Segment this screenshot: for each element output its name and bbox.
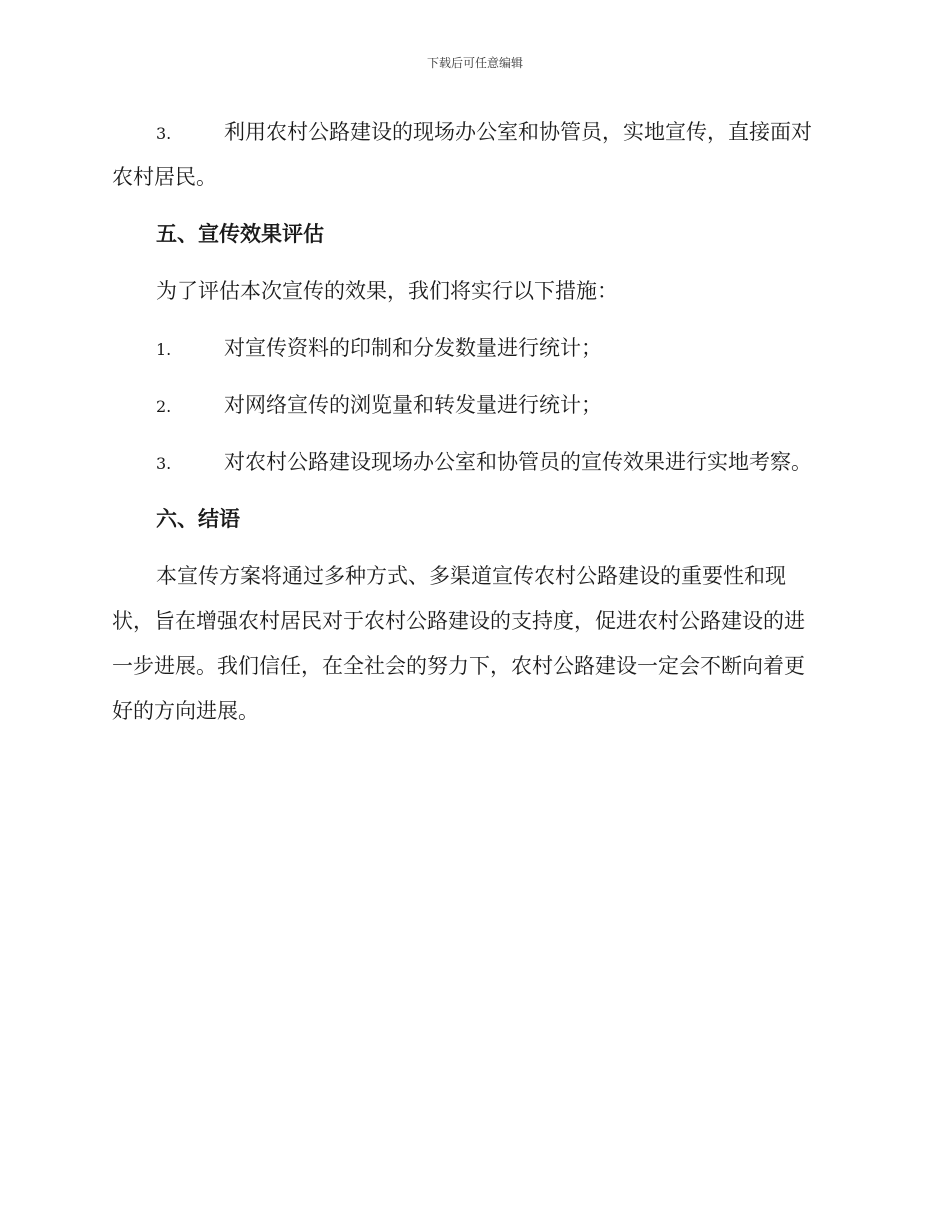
list-text: 利用农村公路建设的现场办公室和协管员，实地宣传，直接面对 (224, 120, 812, 144)
section-intro: 为了评估本次宣传的效果，我们将实行以下措施： (156, 279, 618, 303)
list-text: 对网络宣传的浏览量和转发量进行统计； (224, 393, 602, 417)
list-item (112, 326, 834, 371)
list-item (112, 110, 834, 200)
section-heading-6: 六、结语 (156, 507, 240, 531)
list-number: 3. (156, 124, 172, 143)
paragraph-line: 一步进展。我们信任，在全社会的努力下，农村公路建设一定会不断向着更 (112, 654, 805, 678)
list-item (112, 440, 834, 485)
list-number: 3. (156, 454, 172, 473)
paragraph-line: 状，旨在增强农村居民对于农村公路建设的支持度，促进农村公路建设的进 (112, 609, 805, 633)
list-number: 2. (156, 397, 172, 416)
section-heading-5: 五、宣传效果评估 (156, 222, 324, 246)
conclusion-paragraph (112, 554, 834, 734)
list-item (112, 383, 834, 428)
list-text-continuation: 农村居民。 (112, 165, 217, 189)
header-note: 下载后可任意编辑 (426, 56, 523, 70)
paragraph-line: 本宣传方案将通过多种方式、多渠道宣传农村公路建设的重要性和现 (156, 564, 786, 588)
list-text: 对宣传资料的印制和分发数量进行统计； (224, 336, 602, 360)
list-text: 对农村公路建设现场办公室和协管员的宣传效果进行实地考察。 (224, 450, 812, 474)
list-number: 1. (156, 340, 172, 359)
paragraph-line: 好的方向进展。 (112, 699, 259, 723)
document-body (112, 110, 834, 746)
